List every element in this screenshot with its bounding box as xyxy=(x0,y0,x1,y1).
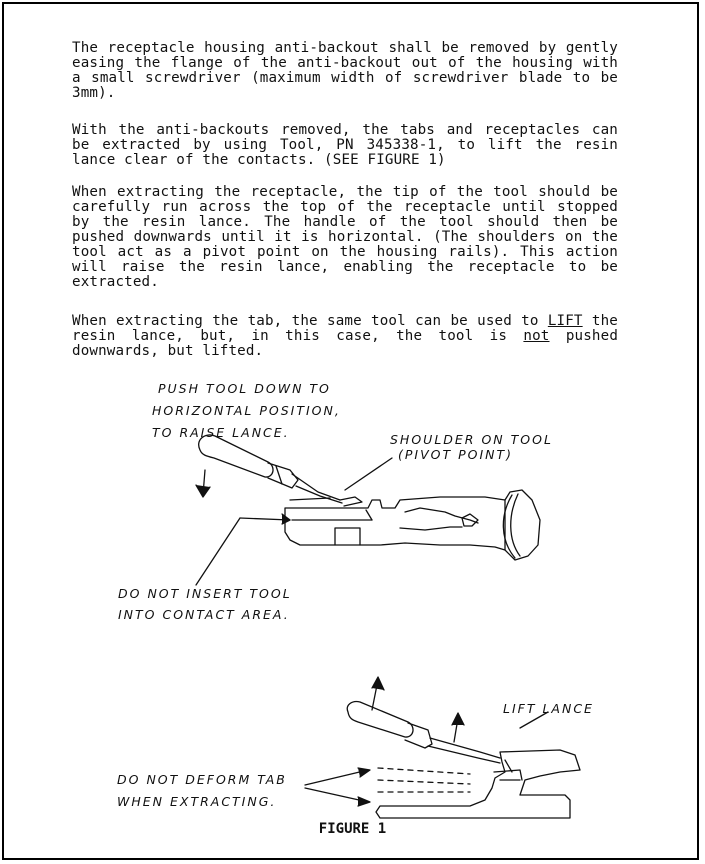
note-deform-line1: DO NOT DEFORM TAB xyxy=(117,772,287,787)
paragraph-receptacle-extraction: When extracting the receptacle, the tip of the tool should be carefully run across the top of the receptacle until stopped by the resin lance. The handle of the tool should then be pushed downwards until it is horizontal. (The shoulders on the tool act as a pivot point on the housing rails). This action will raise the resin lance, enabling the receptacle to be extracted. xyxy=(72,184,618,290)
lift-emphasis: LIFT xyxy=(547,313,583,329)
insert-leader xyxy=(196,518,240,585)
note-deform-line2: WHEN EXTRACTING. xyxy=(117,794,277,809)
tab-text-a: When extracting the tab, the same tool can be used to xyxy=(72,313,548,329)
note-push-line3: TO RAISE LANCE. xyxy=(152,425,290,440)
note-insert-line2: INTO CONTACT AREA. xyxy=(118,607,290,622)
tab-text-c: pushed downwards, but lifted. xyxy=(72,328,619,359)
note-lift-lance: LIFT LANCE xyxy=(503,701,594,716)
note-push-line2: HORIZONTAL POSITION, xyxy=(152,403,341,418)
receptacle-housing xyxy=(285,490,540,560)
tab-housing xyxy=(376,750,580,818)
motion-lines xyxy=(378,768,470,792)
note-push-line1: PUSH TOOL DOWN TO xyxy=(158,381,331,396)
tab-text-b: the resin lance, but, in this case, the tool is xyxy=(72,313,618,344)
note-shoulder-line2: (PIVOT POINT) xyxy=(398,447,514,462)
paragraph-tool-usage: With the anti-backouts removed, the tabs and receptacles can be extracted by using Tool, PN 345338-1, to lift the resin lance clear of the contacts. (SEE FIGURE 1) xyxy=(72,122,618,168)
extraction-tool-lower xyxy=(347,677,500,763)
note-shoulder-line1: SHOULDER ON TOOL xyxy=(390,432,553,447)
deform-arrow-upper xyxy=(305,770,368,785)
figure-caption: FIGURE 1 xyxy=(318,821,387,837)
extraction-tool-upper xyxy=(196,435,362,506)
shoulder-leader xyxy=(345,458,392,490)
not-emphasis: not xyxy=(523,328,550,344)
note-insert-line1: DO NOT INSERT TOOL xyxy=(118,586,292,601)
paragraph-anti-backout: The receptacle housing anti-backout shall be removed by gently easing the flange of the anti-backout out of the housing with a small screwdriver (maximum width of screwdriver blade to be 3mm). xyxy=(72,40,618,101)
